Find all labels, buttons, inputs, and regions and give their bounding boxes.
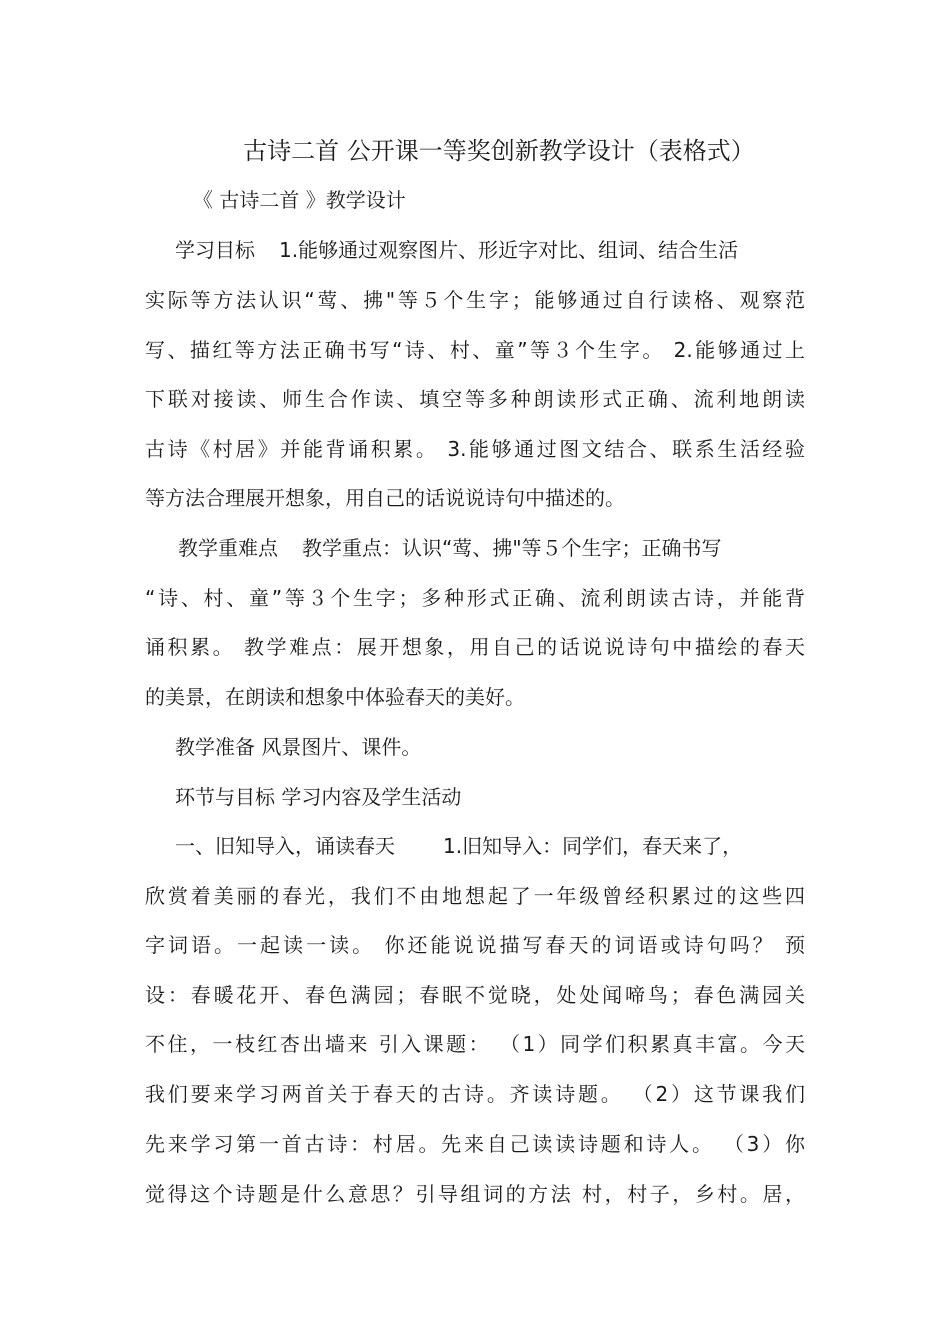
section1-line: 不住，一枝红杏出墙来 引入课题： （1）同学们积累真丰富。今天 bbox=[145, 1032, 805, 1056]
document-title bbox=[0, 133, 950, 169]
key-points-line: 教学重点：认识“莺、拂"等５个生字；正确书写 bbox=[302, 536, 722, 560]
objectives-line: 1.能够通过观察图片、形近字对比、组词、结合生活 bbox=[279, 238, 739, 262]
section1-line: 字词语。一起读一读。 你还能说说描写春天的词语或诗句吗？ 预 bbox=[145, 933, 805, 957]
objectives-label: 学习目标 bbox=[175, 238, 255, 262]
key-points-label: 教学重难点 bbox=[178, 536, 278, 560]
table-header-row: 环节与目标 学习内容及学生活动 bbox=[175, 785, 462, 809]
section1-line: 1.旧知导入：同学们，春天来了， bbox=[443, 834, 743, 858]
preparation-line: 教学准备 风景图片、课件。 bbox=[175, 735, 422, 759]
section1-line: 欣赏着美丽的春光，我们不由地想起了一年级曾经积累过的这些四 bbox=[145, 884, 805, 908]
objectives-line: 下联对接读、师生合作读、填空等多种朗读形式正确、流利地朗读 bbox=[145, 387, 805, 411]
objectives-line: 实际等方法认识“莺、拂"等５个生字；能够通过自行读格、观察范 bbox=[145, 288, 805, 312]
key-points-first-line bbox=[178, 533, 805, 563]
section1-line: 觉得这个诗题是什么意思？引导组词的方法 村，村子，乡村。居， bbox=[145, 1182, 805, 1206]
section1-label: 一、旧知导入，诵读春天 bbox=[175, 834, 395, 858]
key-points-line: “诗、村、童”等３个生字；多种形式正确、流利朗读古诗，并能背 bbox=[145, 586, 805, 610]
objectives-line: 古诗《村居》并能背诵积累。 3.能够通过图文结合、联系生活经验 bbox=[145, 437, 805, 461]
section1-line: 先来学习第一首古诗：村居。先来自己读读诗题和诗人。 （3）你 bbox=[145, 1132, 805, 1156]
key-points-line: 的美景，在朗读和想象中体验春天的美好。 bbox=[145, 685, 525, 709]
section1-first-line bbox=[175, 831, 805, 861]
objectives-line: 等方法合理展开想象，用自己的话说说诗句中描述的。 bbox=[145, 486, 625, 510]
objectives-first-line bbox=[175, 235, 805, 265]
key-points-line: 诵积累。 教学难点：展开想象，用自己的话说说诗句中描绘的春天 bbox=[145, 635, 805, 659]
section1-line: 我们要来学习两首关于春天的古诗。齐读诗题。 （2）这节课我们 bbox=[145, 1082, 805, 1106]
document-subtitle: 《 古诗二首 》教学设计 bbox=[193, 188, 406, 212]
document-title-text: 古诗二首 公开课一等奖创新教学设计（表格式） bbox=[243, 137, 755, 165]
section1-line: 设：春暖花开、春色满园；春眠不觉晓，处处闻啼鸟；春色满园关 bbox=[145, 983, 805, 1007]
objectives-line: 写、描红等方法正确书写“诗、村、童”等３个生字。 2.能够通过上 bbox=[145, 338, 805, 362]
